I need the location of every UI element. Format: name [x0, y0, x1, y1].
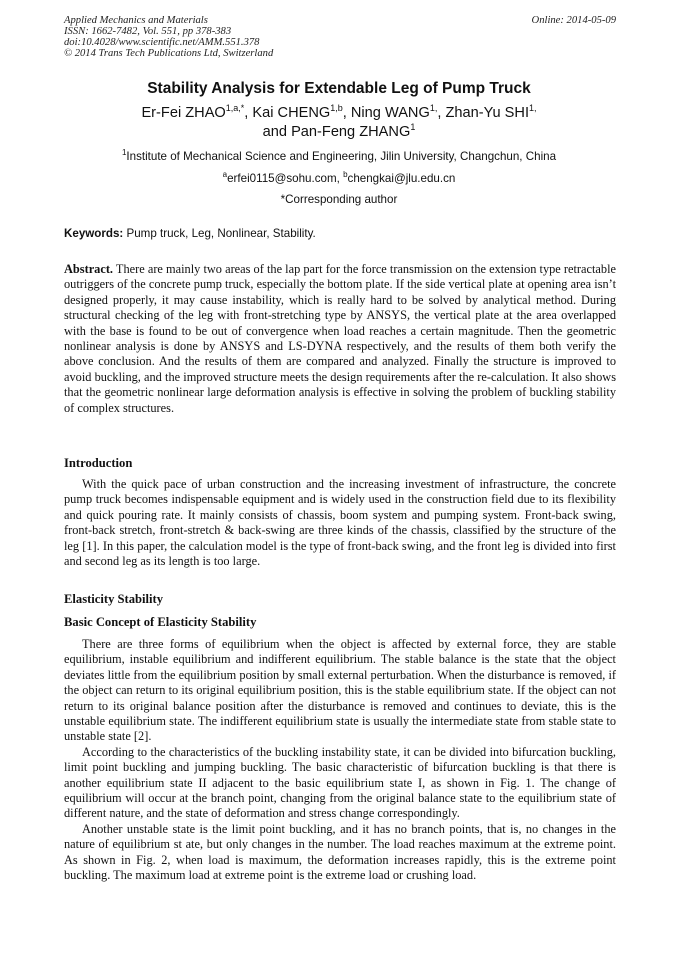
- affiliation-text: Institute of Mechanical Science and Engineering, Jilin University, Changchun, China: [126, 150, 557, 163]
- introduction-paragraph: With the quick pace of urban construction and the increasing investment of infrastructure, the concrete pump truck becomes indispensable equipment and is widely used in the construction field due to its flexibility and quick pouring rate. It mainly consists of chassis, boom system and pumping system. Front-back swing, front-back stretch, front-stretch & back-swing are three kinds of the chassis, classified by the structure of the leg [1]. In this paper, the calculation model is the type of front-back swing, and the front leg is divided into first and second leg as its length is too large.: [64, 477, 616, 569]
- author-affiliation-mark: 1,: [429, 103, 438, 113]
- author-emails: [0, 172, 678, 185]
- journal-copyright: © 2014 Trans Tech Publications Ltd, Switzerland: [64, 48, 274, 59]
- journal-issn: ISSN: 1662-7482, Vol. 551, pp 378-383: [64, 26, 232, 37]
- author-name: Zhan-Yu SHI: [445, 105, 530, 121]
- author-affiliation-mark: 1,: [529, 103, 537, 113]
- author-name: Ning WANG: [350, 105, 430, 121]
- affiliation-mark: 1: [121, 148, 127, 157]
- body-paragraph: There are three forms of equilibrium when the object is affected by external force, they are stable equilibrium, instable equilibrium and indifferent equilibrium. The stable balance is the state that the object deviates little from the equilibrium position by small external perturbation. When the disturbance is removed, if the object can return to its original equilibrium position, this is the stable equilibrium state. If the object can not return to its original balance position after the disturbance is removed and continues to deviate, this is the unstable equilibrium state. The indifferent equilibrium state is usually the intermediate state from stable state to unstable state [2].: [64, 637, 616, 744]
- elasticity-body: [64, 637, 616, 884]
- introduction-body: [64, 477, 616, 569]
- paper-title: Stability Analysis for Extendable Leg of Pump Truck: [147, 80, 531, 97]
- abstract: [64, 262, 616, 416]
- journal-doi: doi:10.4028/www.scientific.net/AMM.551.378: [64, 37, 260, 48]
- author-name: Er-Fei ZHAO: [141, 105, 226, 121]
- journal-name: Applied Mechanics and Materials: [64, 15, 208, 26]
- author-affiliation-mark: 1: [410, 122, 416, 132]
- subsection-heading-basic-concept: Basic Concept of Elasticity Stability: [64, 615, 257, 629]
- keywords: [64, 227, 616, 240]
- email-mark: b: [343, 170, 348, 179]
- email-link[interactable]: chengkai@jlu.edu.cn: [347, 172, 456, 185]
- journal-header: [64, 15, 616, 59]
- corresponding-author: *Corresponding author: [280, 193, 398, 206]
- keywords-label: Keywords:: [64, 227, 124, 240]
- author-affiliation-mark: 1,a,*: [225, 103, 245, 113]
- section-heading-introduction: Introduction: [64, 456, 133, 470]
- email-link[interactable]: erfei0115@sohu.com,: [227, 172, 344, 185]
- author-affiliation-mark: 1,b: [330, 103, 343, 113]
- email-mark: a: [222, 170, 228, 179]
- author-name: Kai CHENG: [252, 105, 331, 121]
- abstract-label: Abstract.: [64, 262, 114, 276]
- keywords-text: Pump truck, Leg, Nonlinear, Stability.: [123, 227, 316, 240]
- body-paragraph: Another unstable state is the limit point buckling, and it has no branch points, that is, no changes in the nature of equilibrium st ate, but only changes in the number. The load reaches maximum at the extreme point. As shown in Fig. 2, when load is maximum, the deformation increases rapidly, this is the extreme point buckling. The maximum load at extreme point is the extreme load or crushing load.: [64, 821, 616, 883]
- author-list: Er-Fei $ZHAO^{1,a,*}$, Kai CHENG$^{1,b}$, Ning $WANG^{1,}$, Zhan-Yu $SHI^{1,}$ and Pan-Feng ZHANG$^1$: [141, 103, 537, 140]
- author-name: and Pan-Feng ZHANG: [262, 124, 411, 140]
- section-heading-elasticity: Elasticity Stability: [64, 592, 164, 606]
- abstract-text: There are mainly two areas of the lap part for the force transmission on the extension type retractable outriggers of the concrete pump truck, especially the bottom plate. If the side vertical plate at opening area isn’t designed properly, it may cause instability, which is really hard to be solved by analytical method. During structural checking of the leg with front-stretching type by ANSYS, the vertical plate at the area overlapped with the base is found to be out of convergence when load reaches a certain magnitude. Then the geometric nonlinear analysis is done by ANSYS and LS-DYNA respectively, and the results of them both verify the above conclusion. And the results of them are compared and analyzed. Finally the structure is improved to avoid buckling, and the improved structure meets the design requirements after the re-calculation. It also shows that the geometric nonlinear large deformation analysis is effective in solving the problem of buckling stability of complex structures.: [64, 262, 616, 415]
- body-paragraph: According to the characteristics of the buckling instability state, it can be divided into bifurcation buckling, limit point buckling and jumping buckling. The basic characteristic of bifurcation buckling is that there is another equilibrium state II adjacent to the basic equilibrium state I, as shown in Fig. 1. The change of equilibrium will occur at the branch point, changing from the original balance state to the equilibrium state of different nature, and the state of deformation and stress change correspondingly.: [64, 744, 616, 821]
- online-date: Online: 2014-05-09: [531, 15, 616, 26]
- affiliation: [0, 150, 678, 163]
